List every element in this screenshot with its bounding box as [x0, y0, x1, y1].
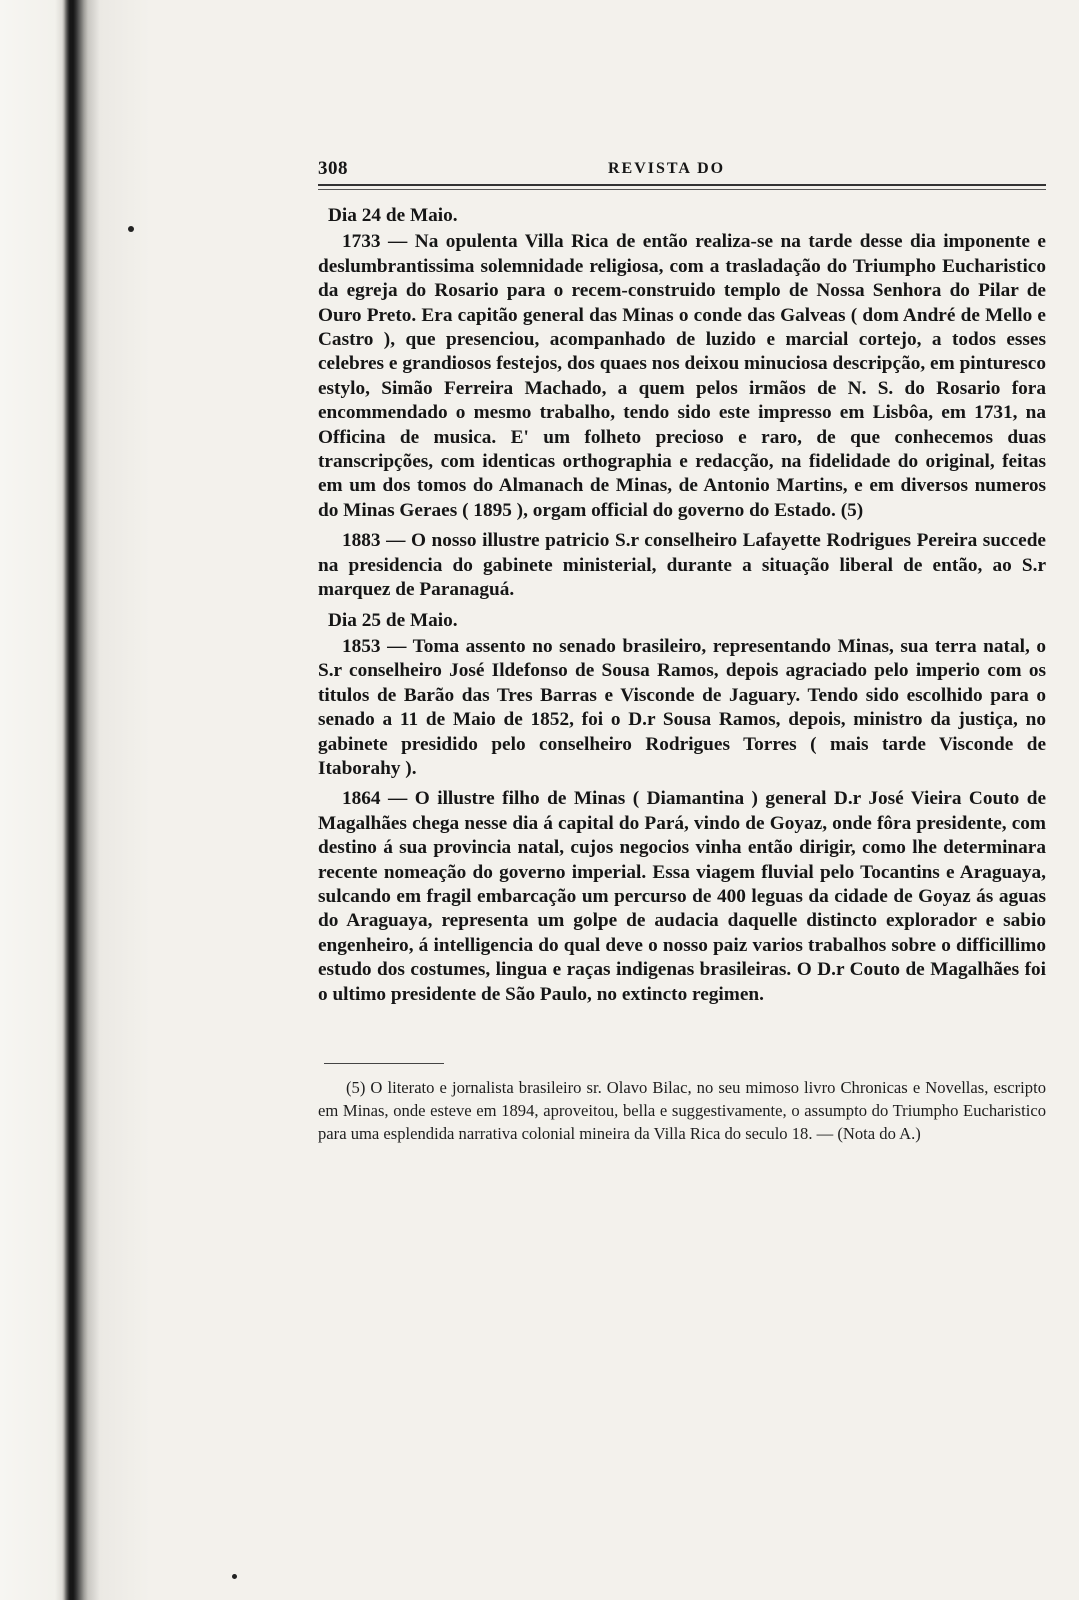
chronology-entry [318, 787, 1046, 1007]
entry-year: 1883 [342, 530, 381, 552]
entry-year: 1733 [342, 231, 381, 253]
entry-text: — O nosso illustre patricio S.r conselheiro Lafayette Rodrigues Pereira succede na presidencia do gabinete ministerial, durante a situação liberal de então, ao S.r marquez de Paranaguá. [318, 530, 1046, 601]
footnote: (5) O literato e jornalista brasileiro sr. Olavo Bilac, no seu mimoso livro Chronicas e Novellas, escripto em Minas, onde esteve em 1894, aproveitou, bella e suggestivamente, o assumpto do Triumpho Eucharistico para uma esplendida narrativa colonial mineira da Villa Rica do seculo 18. — (Nota do A.) [318, 1078, 1046, 1144]
print-speck [128, 226, 134, 232]
chronology-entry [318, 230, 1046, 523]
chronology-entry [318, 529, 1046, 602]
day-heading: Dia 24 de Maio. [328, 205, 458, 226]
entry-text: — Toma assento no senado brasileiro, representando Minas, sua terra natal, o S.r conselheiro José Ildefonso de Sousa Ramos, depois agraciado pelo imperio com os titulos de Barão das Tres Barras e Visconde de Jaguary. Tendo sido escolhido para o senado a 11 de Maio de 1852, foi o D.r Sousa Ramos, depois, ministro da justiça, no gabinete presidido pelo conselheiro Rodrigues Torres ( mais tarde Visconde de Itaborahy ). [318, 635, 1046, 779]
page-header [318, 150, 1046, 180]
entry-text: — Na opulenta Villa Rica de então realiza-se na tarde desse dia imponente e deslumbrantissima solemnidade religiosa, com a trasladação do Triumpho Eucharistico da egreja do Rosario para o recem-construido templo de Nossa Senhora do Pilar de Ouro Preto. Era capitão general das Minas o conde das Galveas ( dom André de Mello e Castro ), que presenciou, acompanhado de luzido e marcial cortejo, a todos esses celebres e grandiosos festejos, dos quaes nos deixou minuciosa descripção, em pinturesco estylo, Simão Ferreira Machado, a quem pelos irmãos de N. S. do Rosario fora encommendado o mesmo trabalho, tendo sido este impresso em Lisbôa, em 1731, na Officina de musica. E' um folheto precioso e raro, de que conhecemos duas transcripções, com identicas orthographia e redacção, na fidelidade do original, feitas em um dos tomos do Almanach de Minas, de Antonio Martins, e em diversos numeros do Minas Geraes ( 1895 ), orgam official do governo do Estado. (5) [318, 231, 1046, 521]
chronology-entry [318, 635, 1046, 781]
header-rule [318, 184, 1046, 190]
running-title: REVISTA DO [608, 160, 726, 177]
entry-year: 1853 [342, 635, 381, 657]
entry-text: — O illustre filho de Minas ( Diamantina ) general D.r José Vieira Couto de Magalhães chega nesse dia á capital do Pará, vindo de Goyaz, onde fôra presidente, com destino á sua provincia natal, cujos negocios vinha então dirigir, como lhe determinara recente nomeação do governo imperial. Essa viagem fluvial pelo Tocantins e Araguaya, sulcando em fragil embarcação um percurso de 400 leguas da cidade de Goyaz ás aguas do Araguaya, representa um golpe de audacia daquelle distincto explorador e sabio engenheiro, á intelligencia do qual deve o nosso paiz varios trabalhos sobre o difficillimo estudo dos costumes, lingua e raças indigenas brasileiras. O D.r Couto de Magalhães foi o ultimo presidente de São Paulo, no extincto regimen. [318, 788, 1047, 1005]
print-speck [232, 1574, 237, 1579]
book-page [318, 150, 1046, 1146]
day-heading: Dia 25 de Maio. [328, 609, 458, 631]
page-number: 308 [318, 158, 348, 179]
entry-year: 1864 [342, 788, 381, 810]
page-body [318, 204, 1046, 1007]
page-binding-crease [62, 0, 88, 1600]
footnote-separator [324, 1063, 444, 1064]
